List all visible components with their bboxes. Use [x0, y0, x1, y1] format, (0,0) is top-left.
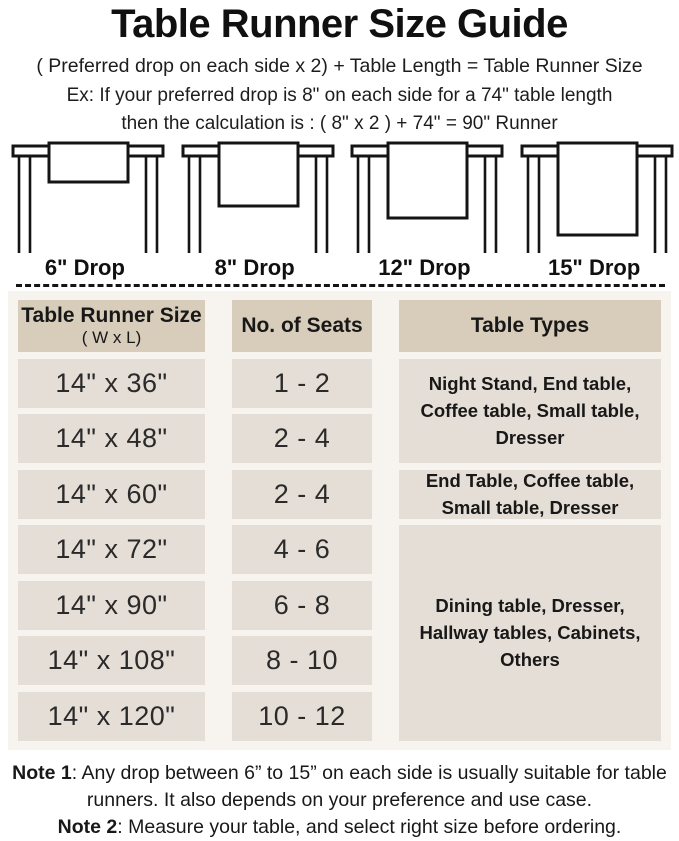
note-2-text: : Measure your table, and select right size before ordering.: [117, 815, 622, 838]
page-title: Table Runner Size Guide: [111, 2, 568, 46]
size-value: 14" x 60": [55, 478, 168, 509]
table-with-runner-drawing: [0, 141, 170, 253]
column-header-runner-size-label: Table Runner Size: [21, 304, 202, 327]
table-types-group-cell: [399, 359, 661, 464]
seats-value: 1 - 2: [273, 367, 331, 398]
size-value: 14" x 120": [47, 700, 176, 731]
table-with-runner-drawing: [170, 141, 340, 253]
size-cell: [18, 581, 205, 630]
column-header-table-types: [399, 300, 661, 352]
runner-rect: [388, 143, 467, 218]
table-types-value: Night Stand, End table, Coffee table, Small table, Dresser: [420, 373, 640, 449]
table-leg-right: [655, 156, 666, 253]
dashed-divider: [16, 284, 665, 287]
table-leg-right: [316, 156, 327, 253]
note-1-label: Note 1: [12, 761, 72, 784]
size-cell: [18, 525, 205, 574]
formula-line: ( Preferred drop on each side x 2) + Table Length = Table Runner Size: [36, 55, 643, 77]
size-value: 14" x 72": [55, 534, 168, 564]
seats-value: 8 - 10: [265, 645, 339, 675]
note-2-label: Note 2: [57, 815, 118, 838]
size-value: 14" x 108": [47, 645, 176, 675]
drop-caption: 12" Drop: [378, 255, 471, 280]
size-value: 14" x 90": [55, 589, 168, 620]
column-header-seats: [232, 300, 372, 352]
seats-cell: [232, 470, 372, 519]
size-value: 14" x 48": [55, 423, 168, 453]
size-cell: [18, 636, 205, 685]
runner-rect: [49, 143, 128, 182]
table-illustration-15-drop: [509, 141, 679, 281]
seats-cell: [232, 581, 372, 630]
size-cell: [18, 692, 205, 741]
note-1: [6, 760, 673, 814]
table-leg-left: [19, 156, 30, 253]
seats-value: 10 - 12: [258, 700, 346, 731]
table-with-runner-drawing: [339, 141, 509, 253]
table-leg-right: [146, 156, 157, 253]
footnotes: [0, 760, 679, 841]
table-leg-left: [358, 156, 369, 253]
table-types-value: Dining table, Dresser, Hallway tables, Cabinets, Others: [419, 595, 641, 671]
table-illustration-12-drop: [340, 141, 510, 281]
seats-cell: [232, 525, 372, 574]
column-header-seats-label: No. of Seats: [241, 314, 363, 337]
size-value: 14" x 36": [55, 367, 168, 398]
note-1-text: : Any drop between 6” to 15” on each side is usually suitable for table runners. It also depends on your preference and use case.: [71, 761, 667, 811]
example-line-2: then the calculation is : ( 8" x 2 ) + 74" = 90" Runner: [121, 113, 558, 134]
size-cell: [18, 414, 205, 463]
table-leg-right: [485, 156, 496, 253]
table-types-group-cell: [399, 525, 661, 741]
seats-value: 2 - 4: [273, 423, 331, 453]
size-cell: [18, 359, 205, 408]
seats-cell: [232, 414, 372, 463]
seats-cell: [232, 359, 372, 408]
seats-cell: [232, 692, 372, 741]
drop-illustrations: [0, 141, 679, 281]
runner-rect: [219, 143, 298, 206]
table-illustration-8-drop: [170, 141, 340, 281]
table-leg-left: [528, 156, 539, 253]
drop-caption: 6" Drop: [44, 255, 125, 280]
column-header-runner-size: [18, 300, 205, 352]
seats-value: 6 - 8: [273, 589, 331, 620]
seats-value: 4 - 6: [273, 534, 331, 564]
column-header-table-types-label: Table Types: [470, 314, 590, 337]
size-guide-table: [8, 291, 671, 750]
table-illustration-6-drop: [0, 141, 170, 281]
seats-cell: [232, 636, 372, 685]
table-with-runner-drawing: [509, 141, 679, 253]
note-2: [6, 814, 673, 841]
drop-caption: 8" Drop: [214, 255, 295, 280]
drop-caption: 15" Drop: [547, 255, 641, 280]
runner-rect: [558, 143, 637, 235]
example-line-1: Ex: If your preferred drop is 8" on each side for a 74" table length: [66, 85, 613, 106]
table-types-value: End Table, Coffee table, Small table, Dresser: [425, 470, 635, 518]
size-cell: [18, 470, 205, 519]
table-leg-left: [189, 156, 200, 253]
column-header-runner-size-sub: ( W x L): [81, 328, 142, 347]
seats-value: 2 - 4: [273, 478, 331, 509]
table-types-group-cell: [399, 470, 661, 519]
